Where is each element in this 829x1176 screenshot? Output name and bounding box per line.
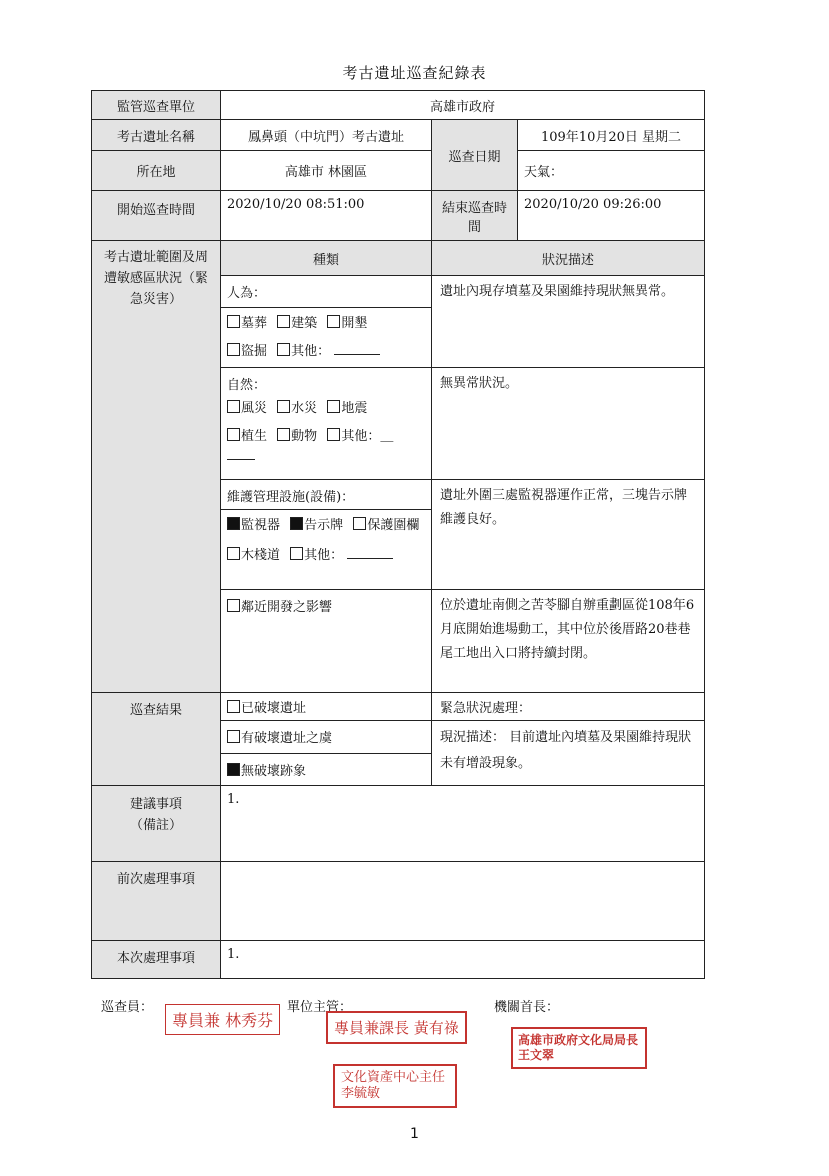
- current-handling-value[interactable]: 1.: [221, 941, 705, 979]
- form-title: 考古遺址巡查紀錄表: [342, 64, 487, 82]
- checkbox-looting[interactable]: [227, 343, 240, 356]
- opt-nature-other: 其他：＿: [341, 429, 394, 444]
- opt-development: 鄰近開發之影響: [241, 600, 333, 615]
- inspector-label: 巡查員：: [101, 1000, 154, 1015]
- current-handling-label: 本次處理事項: [92, 941, 221, 979]
- suggest-value[interactable]: 1.: [221, 786, 705, 862]
- nature-other-blank[interactable]: [227, 447, 255, 460]
- opt-no-damage: 無破壞跡象: [241, 764, 307, 779]
- checkbox-earthquake[interactable]: [327, 400, 340, 413]
- checkbox-nature-other[interactable]: [327, 428, 340, 441]
- opt-burial: 墓葬: [241, 316, 268, 331]
- facility-title: 維護管理設施(設備)：: [221, 480, 431, 510]
- unit-value: 高雄市政府: [221, 91, 705, 120]
- opt-flood: 水災: [291, 401, 318, 416]
- checkbox-destroyed[interactable]: [227, 700, 240, 713]
- checkbox-animal[interactable]: [277, 428, 290, 441]
- facility-desc: 遺址外圍三處監視器運作正常，三塊告示牌維護良好。: [432, 480, 705, 590]
- checkbox-boardwalk[interactable]: [227, 547, 240, 560]
- human-desc: 遺址內現存墳墓及果園維持現狀無異常。: [432, 276, 705, 368]
- date-label: 巡查日期: [432, 120, 518, 191]
- checkbox-fence[interactable]: [353, 517, 366, 530]
- checkbox-risk[interactable]: [227, 730, 240, 743]
- checkbox-vegetation[interactable]: [227, 428, 240, 441]
- human-other-blank[interactable]: [334, 342, 380, 355]
- inspection-form: [91, 90, 705, 979]
- stamp-head: 高雄市政府文化局局長 王文翠: [511, 1027, 647, 1069]
- stamp-supervisor: 專員兼課長 黃有祿: [326, 1011, 467, 1044]
- opt-earthquake: 地震: [341, 401, 368, 416]
- opt-facility-other: 其他：: [304, 548, 344, 563]
- suggest-label: 建議事項: [129, 797, 182, 812]
- checkbox-building[interactable]: [277, 315, 290, 328]
- checkbox-development[interactable]: [227, 599, 240, 612]
- previous-label: 前次處理事項: [92, 862, 221, 941]
- checkbox-wind[interactable]: [227, 400, 240, 413]
- result-label: 巡查結果: [92, 693, 221, 786]
- checkbox-human-other[interactable]: [277, 343, 290, 356]
- facility-other-blank[interactable]: [347, 546, 393, 559]
- desc-header: 狀況描述: [432, 241, 705, 276]
- start-time-label: 開始巡查時間: [92, 191, 221, 241]
- checkbox-no-damage[interactable]: [227, 763, 240, 776]
- opt-risk: 有破壞遺址之虞: [241, 731, 333, 746]
- suggest-note-label: （備註）: [129, 818, 182, 833]
- opt-destroyed: 已破壞遺址: [241, 701, 307, 716]
- checkbox-facility-other[interactable]: [290, 547, 303, 560]
- opt-vegetation: 植生: [241, 429, 268, 444]
- unit-label: 監管巡查單位: [92, 91, 221, 120]
- opt-sign: 告示牌: [304, 518, 344, 533]
- nature-desc: 無異常狀況。: [432, 368, 705, 480]
- checkbox-sign[interactable]: [290, 517, 303, 530]
- previous-value[interactable]: [221, 862, 705, 941]
- checkbox-camera[interactable]: [227, 517, 240, 530]
- opt-boardwalk: 木棧道: [241, 548, 281, 563]
- checkbox-burial[interactable]: [227, 315, 240, 328]
- location-value: 高雄市 林園區: [221, 151, 432, 191]
- status-section-label: 考古遺址範圍及周遭敏感區狀況（緊急災害）: [92, 241, 221, 693]
- weather-field: 天氣：: [518, 151, 705, 191]
- head-label: 機關首長：: [494, 1000, 560, 1015]
- end-time-value: 2020/10/20 09:26:00: [518, 191, 705, 241]
- checkbox-flood[interactable]: [277, 400, 290, 413]
- type-header: 種類: [221, 241, 432, 276]
- end-time-label: 結束巡查時間: [432, 191, 518, 241]
- opt-building: 建築: [291, 316, 318, 331]
- checkbox-cultivation[interactable]: [327, 315, 340, 328]
- date-value: 109年10月20日 星期二: [518, 120, 705, 151]
- location-label: 所在地: [92, 151, 221, 191]
- stamp-center-director: 文化資產中心主任 李毓敏: [333, 1064, 457, 1108]
- development-desc: 位於遺址南側之苦苓腳自辦重劃區從108年6月底開始進場動工，其中位於後厝路20巷巷尾工地出入口將持續封閉。: [432, 590, 705, 693]
- opt-cultivation: 開墾: [341, 316, 368, 331]
- opt-camera: 監視器: [241, 518, 281, 533]
- opt-fence: 保護圍欄: [367, 518, 420, 533]
- opt-human-other: 其他：: [291, 344, 331, 359]
- site-name-label: 考古遺址名稱: [92, 120, 221, 151]
- opt-looting: 盜掘: [241, 344, 268, 359]
- opt-animal: 動物: [291, 429, 318, 444]
- human-title: 人為：: [221, 276, 431, 308]
- site-name-value: 鳳鼻頭（中坑門）考古遺址: [221, 120, 432, 151]
- page-number: 1: [410, 1126, 419, 1142]
- opt-wind: 風災: [241, 401, 268, 416]
- emergency-handling: 緊急狀況處理：: [432, 693, 705, 721]
- nature-title: 自然：: [227, 378, 267, 393]
- start-time-value: 2020/10/20 08:51:00: [221, 191, 432, 241]
- supervisor-label: 單位主管：: [287, 1000, 353, 1015]
- stamp-inspector: 專員兼 林秀芬: [165, 1004, 280, 1035]
- current-status-desc: 現況描述： 目前遺址內墳墓及果園維持現狀未有增設現象。: [432, 721, 705, 786]
